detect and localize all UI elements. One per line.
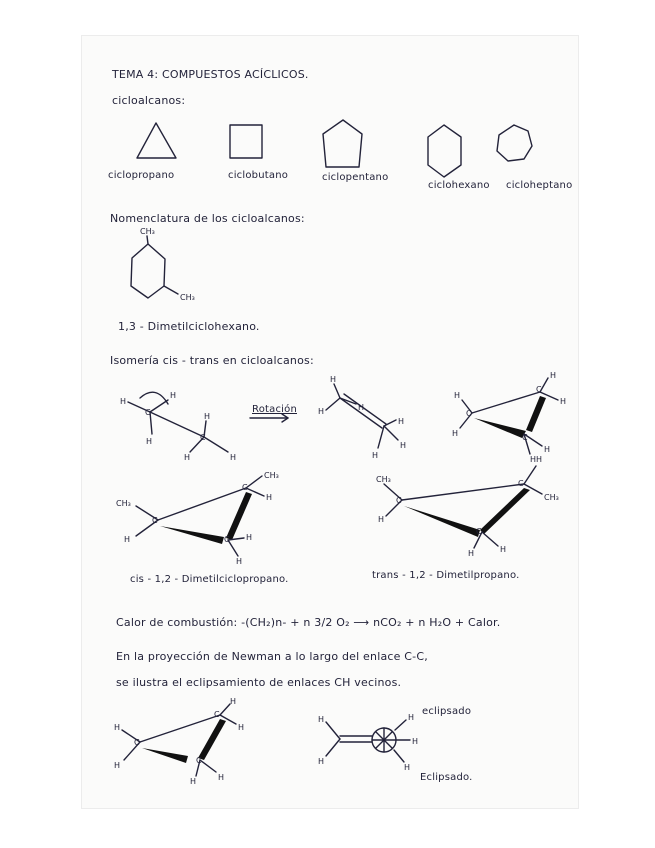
hydrogen-label: H: [146, 437, 153, 446]
carbon-label: C: [196, 756, 202, 765]
hydrogen-label: H: [536, 455, 543, 464]
label-ciclobutano: ciclobutano: [228, 170, 289, 181]
hydrogen-label: H: [408, 713, 415, 722]
hydrogen-label: H: [468, 549, 475, 558]
carbon-label: C: [200, 433, 206, 442]
hydrogen-label: H: [398, 417, 405, 426]
label-ciclopentano: ciclopentano: [322, 172, 389, 183]
cyclopropane-ring: [137, 123, 176, 158]
methyl-label: CH₃: [140, 227, 155, 236]
hydrogen-label: H: [318, 757, 325, 766]
hydrogen-label: H: [500, 545, 507, 554]
hydrogen-label: H: [120, 397, 127, 406]
hydrogen-label: H: [266, 493, 273, 502]
cis-dimethylcyclopropane-structure: [116, 471, 279, 566]
hydrogen-label: H: [358, 403, 365, 412]
newman-text-line1: En la proyección de Newman a lo largo del enlace C-C,: [116, 650, 428, 663]
hydrogen-label: H: [330, 375, 337, 384]
hydrogen-label: H: [544, 445, 551, 454]
hydrogen-label: H: [184, 453, 191, 462]
trans-dimethylpropane-label: trans - 1,2 - Dimetilpropano.: [372, 570, 520, 581]
hydrogen-label: H: [318, 407, 325, 416]
hydrogen-label: H: [124, 535, 131, 544]
hydrogen-label: H: [412, 737, 419, 746]
page-title: TEMA 4: COMPUESTOS ACÍCLICOS.: [112, 68, 309, 81]
isomeria-heading: Isomería cis - trans en cicloalcanos:: [110, 354, 314, 367]
carbon-label: C: [466, 409, 472, 418]
carbon-label: C: [224, 535, 230, 544]
hydrogen-label: H: [404, 763, 411, 772]
hydrogen-label: H: [114, 761, 121, 770]
combustion-equation: Calor de combustión: -(CH₂)n- + n 3/2 O₂ ⟶ nCO₂ + n H₂O + Calor.: [116, 616, 501, 629]
carbon-label: C: [396, 496, 402, 505]
label-cicloheptano: cicloheptano: [506, 180, 573, 191]
hydrogen-label: H: [190, 777, 197, 786]
ethane-rotation-structure: [120, 391, 236, 462]
cyclopentane-ring: [323, 120, 362, 167]
cyclopropane-wedge-structure: [452, 371, 566, 464]
label-ciclopropano: ciclopropano: [108, 170, 175, 181]
methyl-label: CH₃: [264, 471, 279, 480]
dimethylcyclohexane-name: 1,3 - Dimetilciclohexano.: [118, 320, 260, 333]
carbon-label: C: [134, 738, 140, 747]
carbon-label: C: [145, 408, 151, 417]
hydrogen-label: H: [114, 723, 121, 732]
carbon-label: C: [518, 479, 524, 488]
hydrogen-label: H: [238, 723, 245, 732]
cycloheptane-ring: [497, 125, 532, 161]
cyclohexane-ring: [428, 125, 461, 177]
cyclobutane-ring: [230, 125, 262, 158]
carbon-label: C: [152, 516, 158, 525]
methyl-label: CH₃: [116, 499, 131, 508]
methyl-label: CH₃: [180, 293, 195, 302]
dimethylcyclohexane-structure: [131, 227, 195, 302]
hydrogen-label: H: [318, 715, 325, 724]
hydrogen-label: H: [230, 453, 237, 462]
methyl-label: CH₃: [544, 493, 559, 502]
rotation-label: Rotación: [252, 404, 297, 415]
hydrogen-label: H: [170, 391, 177, 400]
eclipsado-label-bottom: Eclipsado.: [420, 772, 473, 783]
trans-dimethylcyclopropane-structure: [376, 455, 559, 558]
carbon-label: C: [522, 433, 528, 442]
hydrogen-label: H: [560, 397, 567, 406]
nomenclature-heading: Nomenclatura de los cicloalcanos:: [110, 212, 305, 225]
hydrogen-label: H: [372, 451, 379, 460]
carbon-label: C: [214, 710, 220, 719]
carbon-label: C: [476, 527, 482, 536]
hydrogen-label: H: [452, 429, 459, 438]
newman-text-line2: se ilustra el eclipsamiento de enlaces CH vecinos.: [116, 676, 402, 689]
hydrogen-label: H: [218, 773, 225, 782]
hydrogen-label: H: [246, 533, 253, 542]
methyl-label: CH₃: [376, 475, 391, 484]
hydrogen-label: H: [236, 557, 243, 566]
hydrogen-label: H: [400, 441, 407, 450]
hydrogen-label: H: [550, 371, 557, 380]
carbon-label: C: [242, 483, 248, 492]
hydrogen-label: H: [378, 515, 385, 524]
eclipsado-label-top: eclipsado: [422, 706, 472, 717]
eclipsed-ethane-structure: [318, 375, 406, 460]
hydrogen-label: H: [204, 412, 211, 421]
hydrogen-label: H: [530, 455, 537, 464]
newman-projection-structure: [318, 713, 418, 772]
bottom-cyclopropane-structure: [114, 697, 244, 786]
label-ciclohexano: ciclohexano: [428, 180, 490, 191]
hydrogen-label: H: [230, 697, 237, 706]
carbon-label: C: [536, 385, 542, 394]
hydrogen-label: H: [454, 391, 461, 400]
cis-dimethylcyclopropane-label: cis - 1,2 - Dimetilciclopropano.: [130, 574, 289, 585]
cycloalkanes-heading: cicloalcanos:: [112, 94, 186, 107]
